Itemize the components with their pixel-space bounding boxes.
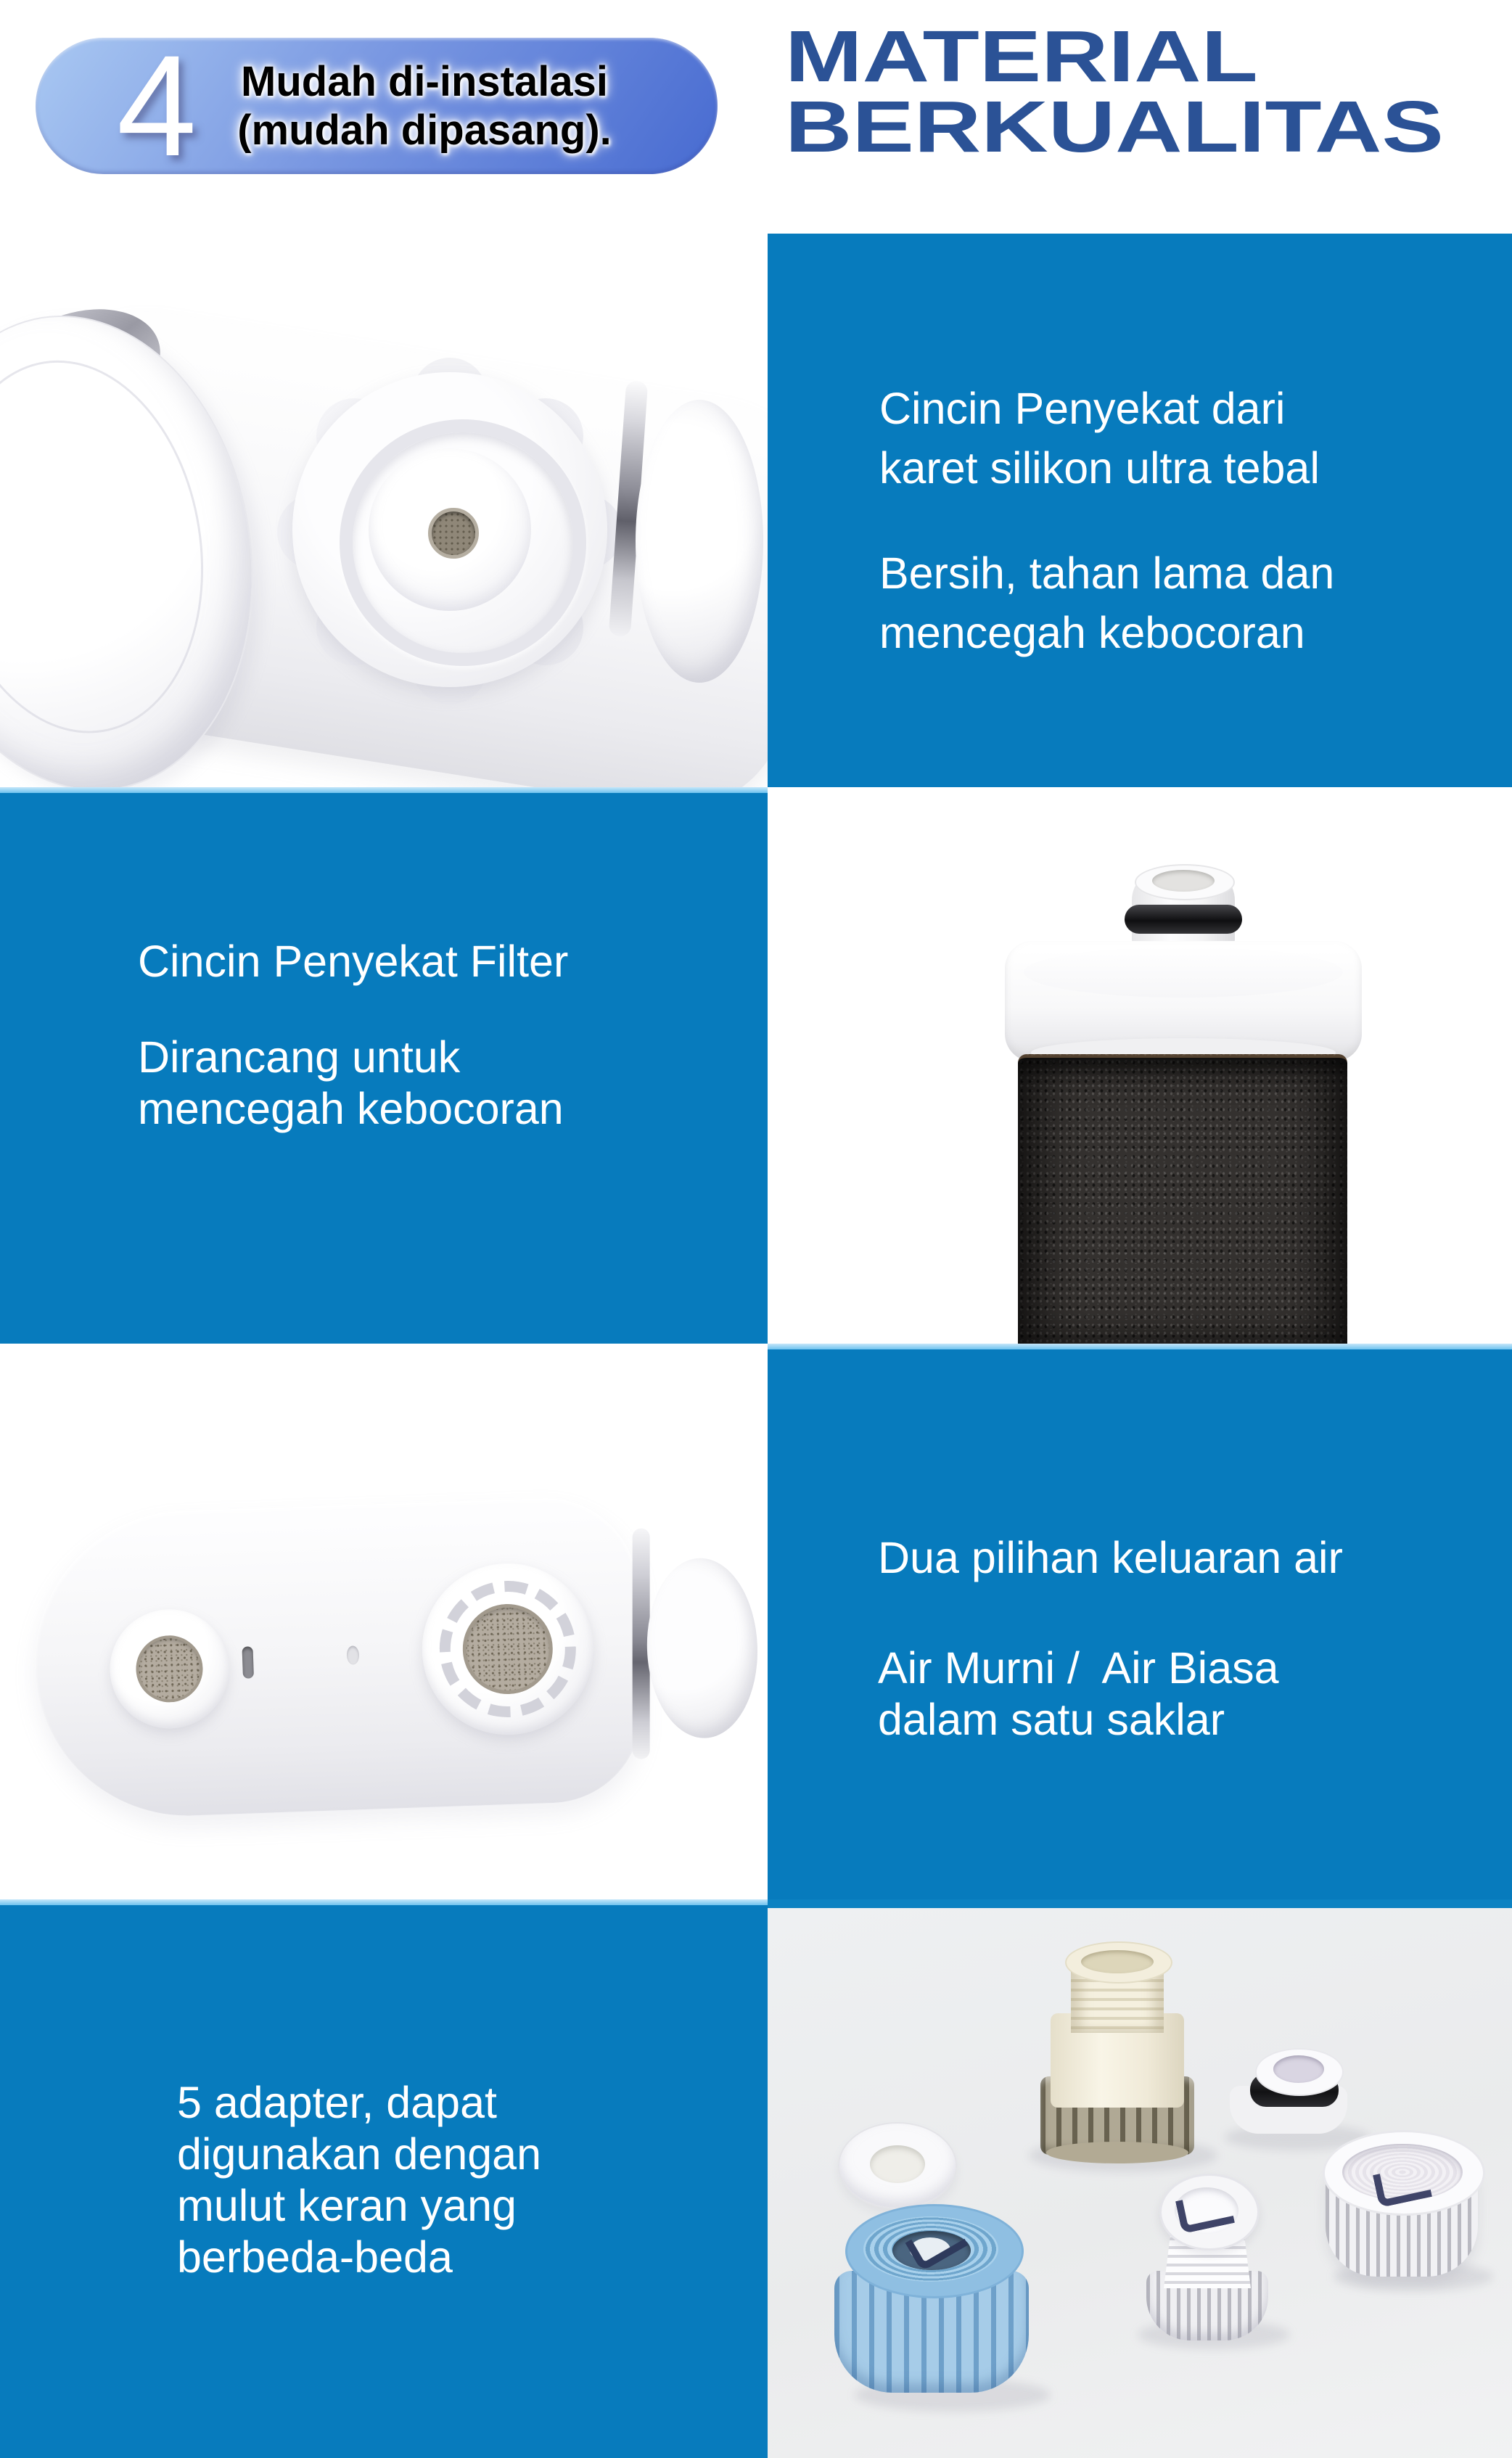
- device-underside-group: [0, 1344, 768, 1899]
- text-line: dalam satu saklar: [878, 1695, 1225, 1744]
- page-title-line2: BERKUALITAS: [785, 86, 1444, 168]
- text-line: Air Murni / Air Biasa: [878, 1643, 1279, 1693]
- end-cap: [636, 400, 763, 683]
- filter-seal-text: [138, 936, 568, 1135]
- carbon-cylinder: [1018, 1054, 1347, 1344]
- panel-paragraph: [879, 379, 1334, 498]
- filter-head-photo: [0, 227, 768, 787]
- cartridge-oring: [1125, 905, 1242, 934]
- two-outputs-text: [878, 1532, 1343, 1746]
- text-line: Dirancang untuk: [138, 1032, 461, 1082]
- panel-paragraph: [878, 1532, 1343, 1584]
- text-line: 5 adapter, dapat: [177, 2078, 497, 2127]
- text-line: digunakan dengan: [177, 2129, 542, 2179]
- step-number: 4: [116, 25, 197, 186]
- panel-paragraph: [878, 1643, 1343, 1746]
- badge-caption-line2: (mudah dipasang).: [237, 107, 612, 154]
- text-line: Cincin Penyekat Filter: [138, 937, 569, 986]
- text-line: karet silikon ultra tebal: [879, 443, 1320, 493]
- translucent-washer: [838, 2122, 957, 2209]
- adapter-oring-top: [1255, 2048, 1344, 2096]
- adapters-text: [177, 2077, 541, 2283]
- device-underside-photo: [0, 1344, 768, 1899]
- panel-paragraph: [879, 543, 1334, 662]
- text-line: berbeda-beda: [177, 2232, 453, 2282]
- page-title: [785, 16, 1444, 168]
- page-title-line1: MATERIAL: [785, 16, 1258, 97]
- step-number-badge: [36, 25, 718, 186]
- text-line: mencegah kebocoran: [879, 608, 1305, 657]
- text-line: Cincin Penyekat dari: [879, 384, 1286, 433]
- inlet-mesh-hole: [428, 508, 479, 559]
- text-line: Bersih, tahan lama dan: [879, 548, 1335, 598]
- panel-paragraph: [138, 936, 568, 987]
- step-badge-caption: [211, 57, 718, 155]
- filter-seal-panel: [0, 787, 768, 1344]
- text-line: mencegah kebocoran: [138, 1084, 564, 1133]
- panel-paragraph: [177, 2077, 541, 2283]
- badge-caption-line1: Mudah di-instalasi: [241, 58, 608, 105]
- cartridge-cap: [1005, 941, 1362, 1061]
- switch-slot: [242, 1646, 254, 1678]
- seal-ring-panel: [768, 234, 1512, 787]
- filter-cartridge-photo: [768, 787, 1512, 1344]
- seal-nut: [294, 374, 606, 686]
- end-dome: [644, 1556, 761, 1740]
- text-line: Dua pilihan keluaran air: [878, 1533, 1343, 1582]
- seal-ring-text: [879, 379, 1334, 662]
- adapters-panel: [0, 1899, 768, 2458]
- two-outputs-panel: [768, 1344, 1512, 1899]
- panel-paragraph: [138, 1032, 568, 1135]
- faucet-adapters-photo: [768, 1899, 1512, 2458]
- text-line: mulut keran yang: [177, 2181, 517, 2230]
- adapter-cream-top: [1065, 1941, 1172, 1984]
